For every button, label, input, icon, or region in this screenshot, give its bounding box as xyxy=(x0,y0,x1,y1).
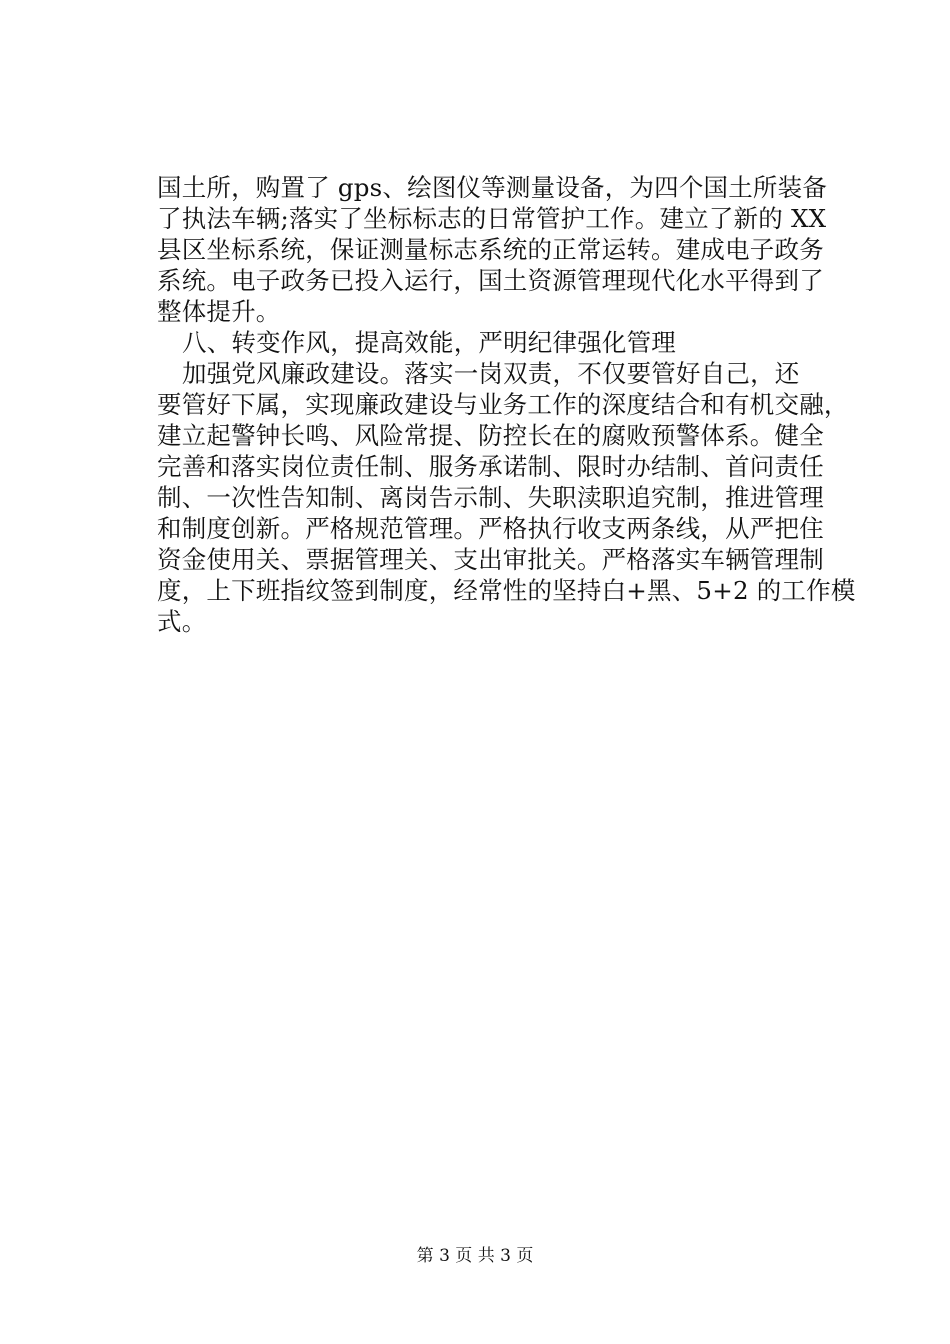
text-line: 加强党风廉政建设。落实一岗双责，不仅要管好自己，还 xyxy=(182,359,800,388)
text-line: 制、一次性告知制、离岗告示制、失职渎职追究制，推进管理 xyxy=(157,483,824,512)
text-line: 要管好下属，实现廉政建设与业务工作的深度结合和有机交融， xyxy=(157,390,849,419)
text-line: 度，上下班指纹签到制度，经常性的坚持白+黑、5+2 的工作模 xyxy=(157,576,856,605)
text-line: 系统。电子政务已投入运行，国土资源管理现代化水平得到了 xyxy=(157,266,824,295)
text-line: 式。 xyxy=(157,607,207,636)
text-line: 资金使用关、票据管理关、支出审批关。严格落实车辆管理制 xyxy=(157,545,824,574)
text-line: 国土所，购置了 gps、绘图仪等测量设备，为四个国土所装备 xyxy=(157,173,828,202)
section-heading: 八、转变作风，提高效能，严明纪律强化管理 xyxy=(182,328,676,357)
text-line: 整体提升。 xyxy=(157,297,281,326)
page-number-label: 第 3 页 共 3 页 xyxy=(416,1246,534,1266)
document-body xyxy=(157,172,856,637)
text-line: 了执法车辆;落实了坐标标志的日常管护工作。建立了新的 XX xyxy=(157,204,827,233)
text-line: 建立起警钟长鸣、风险常提、防控长在的腐败预警体系。健全 xyxy=(157,421,824,450)
page-footer xyxy=(0,1245,950,1267)
text-line: 县区坐标系统，保证测量标志系统的正常运转。建成电子政务 xyxy=(157,235,824,264)
text-line: 和制度创新。严格规范管理。严格执行收支两条线，从严把住 xyxy=(157,514,824,543)
text-line: 完善和落实岗位责任制、服务承诺制、限时办结制、首问责任 xyxy=(157,452,824,481)
